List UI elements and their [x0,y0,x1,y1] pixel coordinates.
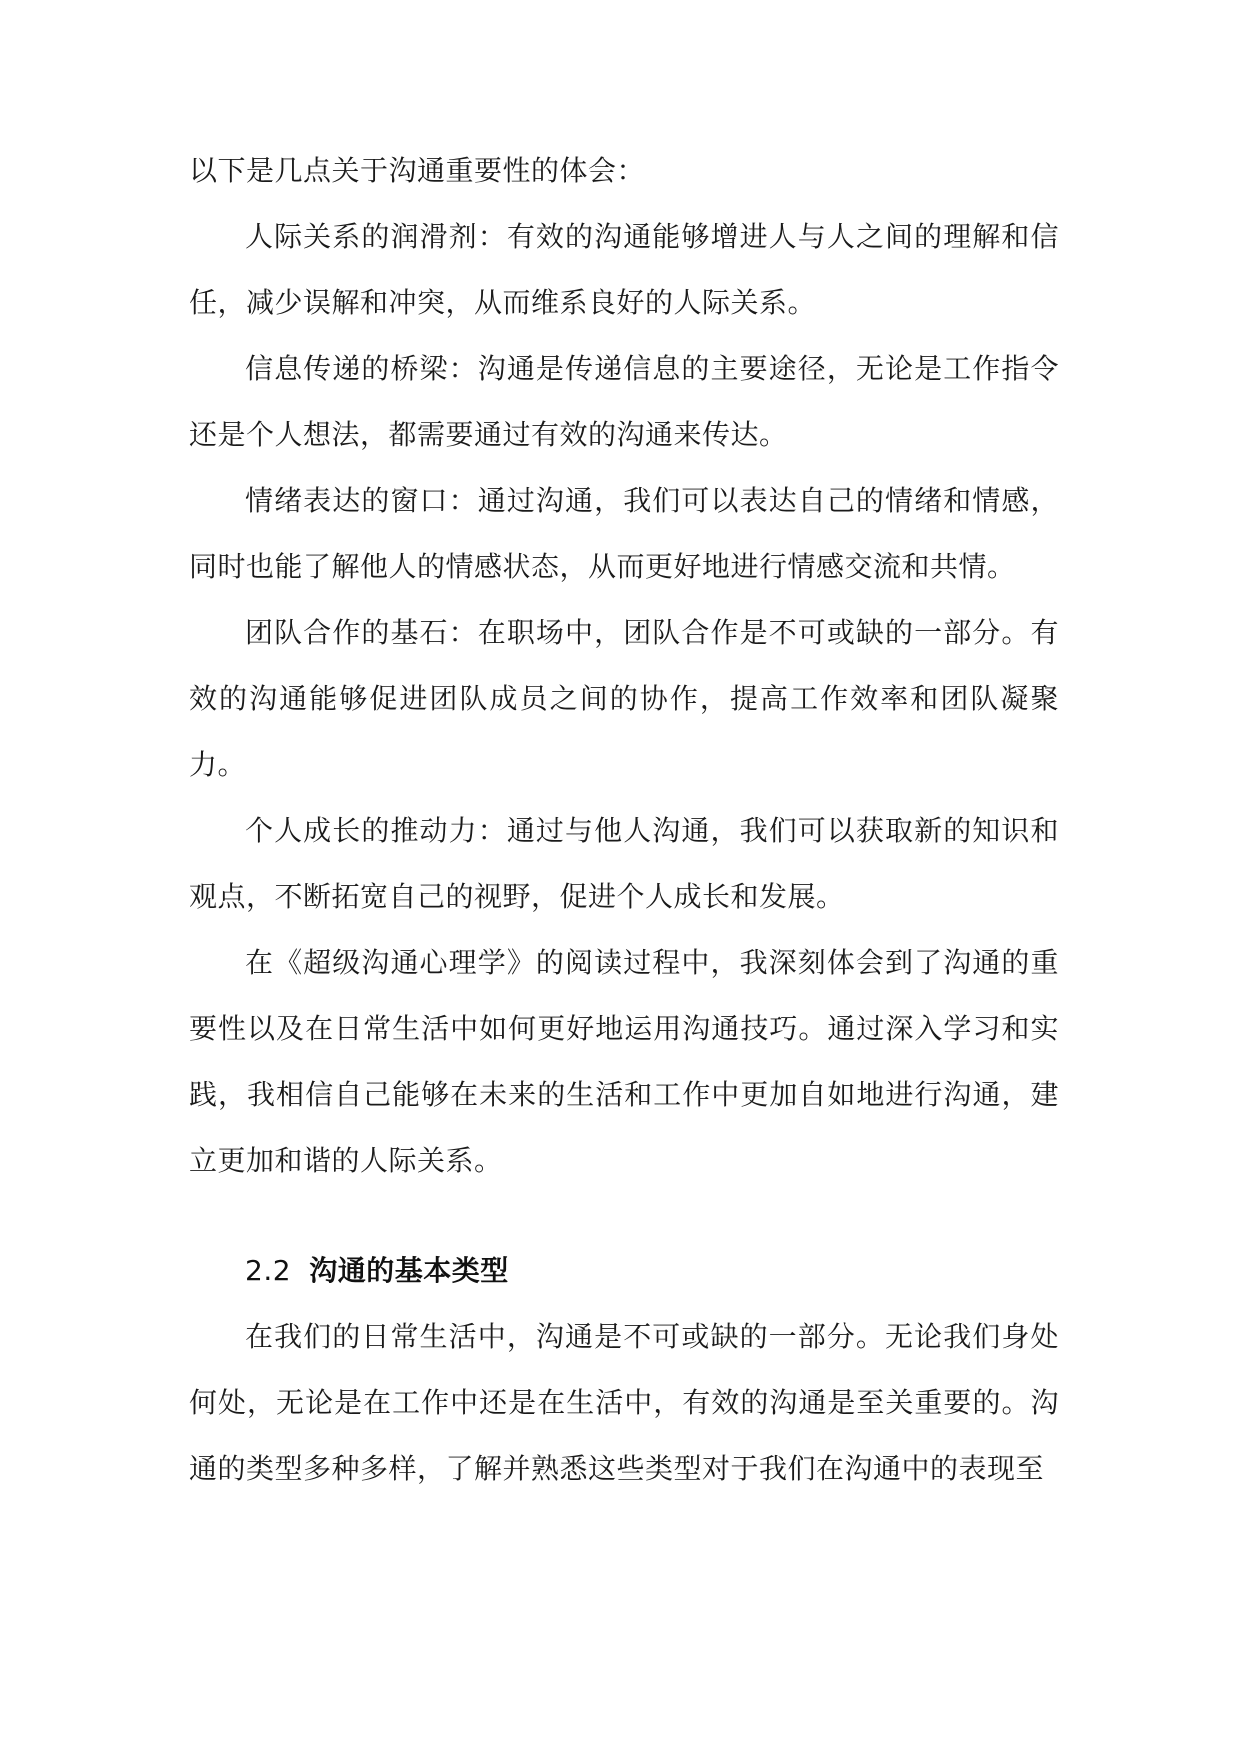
section-title: 沟通的基本类型 [309,1254,509,1287]
intro-paragraph: 以下是几点关于沟通重要性的体会： [189,154,646,187]
section-number: 2.2 [245,1254,292,1287]
paragraph-growth: 个人成长的推动力：通过与他人沟通，我们可以获取新的知识和观点，不断拓宽自己的视野，促进个人成长和发展。 [189,814,1059,913]
document-body [189,138,1059,1502]
paragraph-information: 信息传递的桥梁：沟通是传递信息的主要途径，无论是工作指令还是个人想法，都需要通过有效的沟通来传达。 [189,352,1059,451]
paragraph-interpersonal: 人际关系的润滑剂：有效的沟通能够增进人与人之间的理解和信任，减少误解和冲突，从而维系良好的人际关系。 [189,220,1059,319]
paragraph-reflection: 在《超级沟通心理学》的阅读过程中，我深刻体会到了沟通的重要性以及在日常生活中如何更好地运用沟通技巧。通过深入学习和实践，我相信自己能够在未来的生活和工作中更加自如地进行沟通，建立更加和谐的人际关系。 [189,946,1059,1177]
paragraph-emotion: 情绪表达的窗口：通过沟通，我们可以表达自己的情绪和情感，同时也能了解他人的情感状态，从而更好地进行情感交流和共情。 [189,484,1059,583]
paragraph-teamwork: 团队合作的基石：在职场中，团队合作是不可或缺的一部分。有效的沟通能够促进团队成员之间的协作，提高工作效率和团队凝聚力。 [189,616,1059,781]
section-paragraph: 在我们的日常生活中，沟通是不可或缺的一部分。无论我们身处何处，无论是在工作中还是在生活中，有效的沟通是至关重要的。沟通的类型多种多样，了解并熟悉这些类型对于我们在沟通中的表现至 [189,1320,1059,1485]
section-heading [189,1238,1059,1304]
